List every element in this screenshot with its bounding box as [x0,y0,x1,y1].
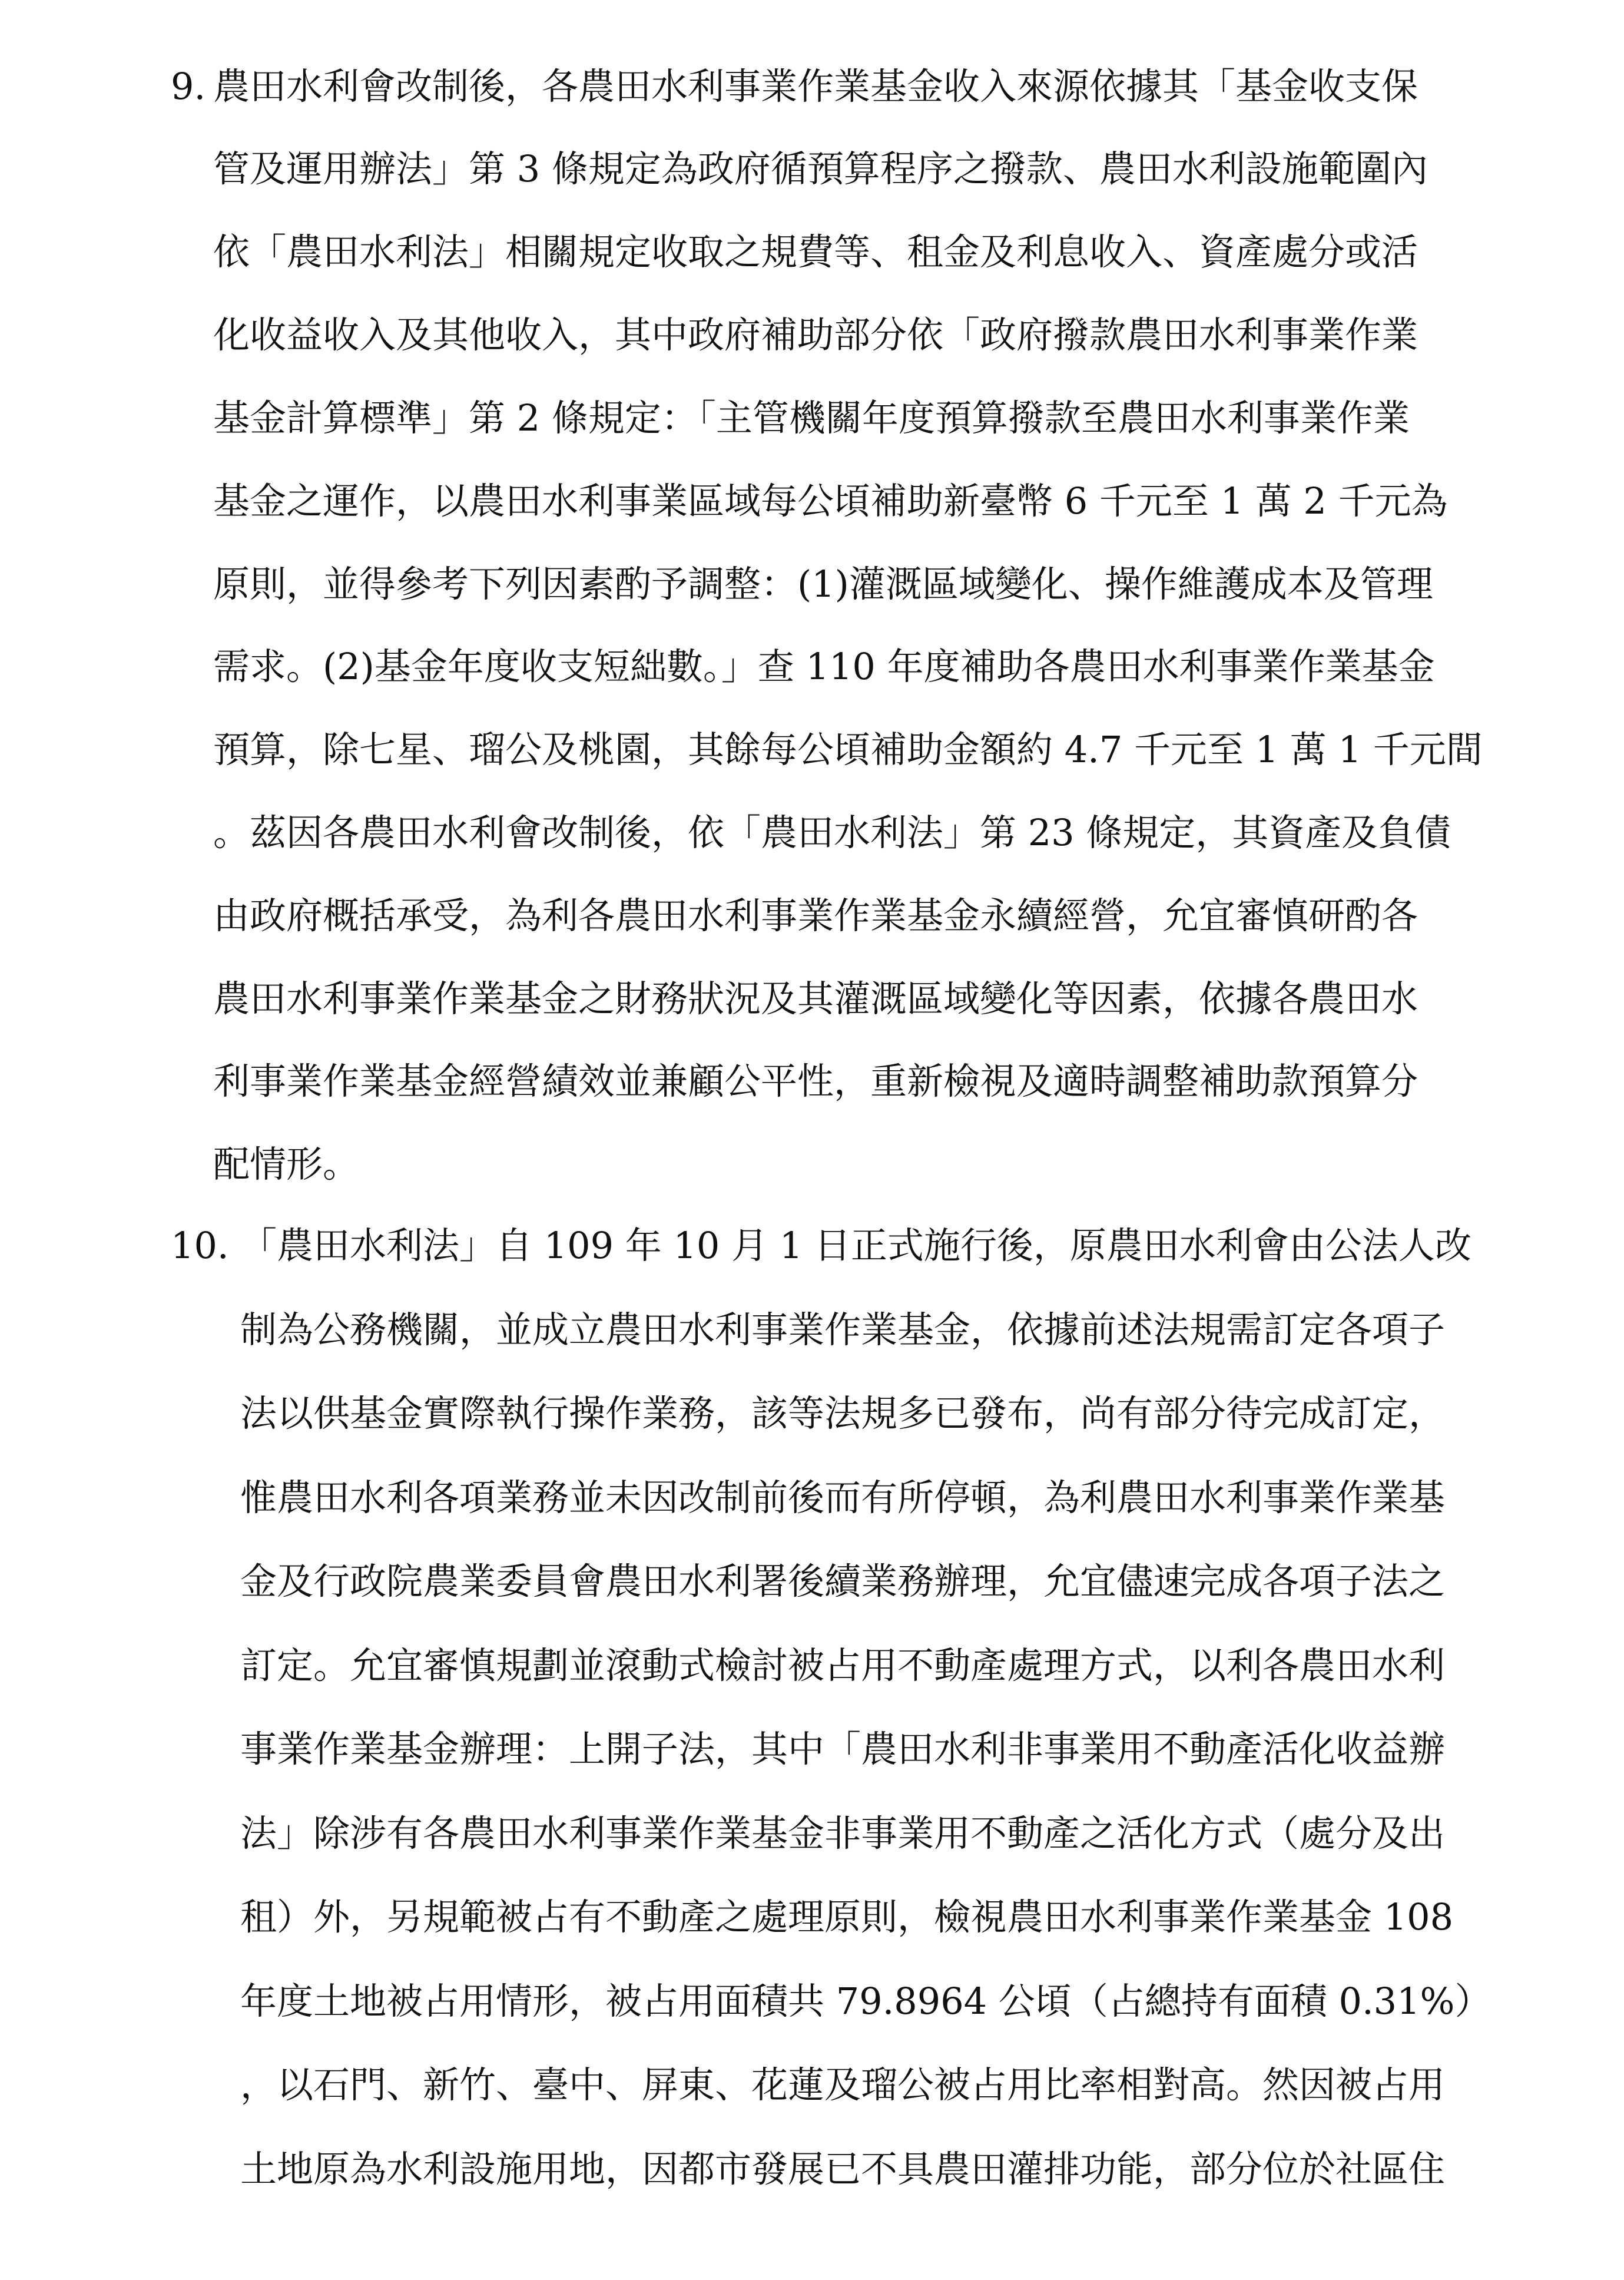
text-line: 「農田水利法」自 109 年 10 月 1 日正式施行後，原農田水利會由公法人改 [240,1224,1471,1267]
text-line: 惟農田水利各項業務並未因改制前後而有所停頓，為利農田水利事業作業基 [240,1476,1446,1519]
text-line: 租）外，另規範被占有不動產之處理原則，檢視農田水利事業作業基金 108 [240,1895,1454,1938]
paragraph-number: 9. [171,65,206,108]
text-line: 依「農田水利法」相關規定收取之規費等、租金及利息收入、資產處分或活 [213,230,1418,273]
text-line: 農田水利事業作業基金之財務狀況及其灌溉區域變化等因素，依據各農田水 [213,977,1418,1020]
text-line: 原則，並得參考下列因素酌予調整：(1)灌溉區域變化、操作維護成本及管理 [213,562,1433,605]
text-line: 化收益收入及其他收入，其中政府補助部分依「政府撥款農田水利事業作業 [213,313,1418,356]
text-line: 管及運用辦法」第 3 條規定為政府循預算程序之撥款、農田水利設施範圍內 [213,147,1428,190]
text-line: 法」除涉有各農田水利事業作業基金非事業用不動產之活化方式（處分及出 [240,1812,1446,1855]
paragraph-number: 10. [171,1224,229,1267]
text-line: ，以石門、新竹、臺中、屏東、花蓮及瑠公被占用比率相對高。然因被占用 [240,2063,1446,2106]
text-line: 金及行政院農業委員會農田水利署後續業務辦理，允宜儘速完成各項子法之 [240,1560,1446,1603]
text-line: 由政府概括承受，為利各農田水利事業作業基金永續經營，允宜審慎研酌各 [213,894,1418,937]
text-line: 預算，除七星、瑠公及桃園，其餘每公頃補助金額約 4.7 千元至 1 萬 1 千元間 [213,728,1483,771]
text-line: 農田水利會改制後，各農田水利事業作業基金收入來源依據其「基金收支保 [213,65,1418,108]
text-line: 。茲因各農田水利會改制後，依「農田水利法」第 23 條規定，其資產及負債 [213,811,1451,854]
text-line: 年度土地被占用情形，被占用面積共 79.8964 公頃（占總持有面積 0.31%） [240,1980,1492,2023]
text-line: 利事業作業基金經營績效並兼顧公平性，重新檢視及適時調整補助款預算分 [213,1060,1418,1103]
text-line: 土地原為水利設施用地，因都市發展已不具農田灌排功能，部分位於社區住 [240,2147,1446,2190]
text-line: 需求。(2)基金年度收支短絀數。」查 110 年度補助各農田水利事業作業基金 [213,645,1435,688]
text-line: 訂定。允宜審慎規劃並滾動式檢討被占用不動產處理方式，以利各農田水利 [240,1644,1446,1687]
text-line: 配情形。 [213,1143,360,1186]
text-line: 制為公務機關，並成立農田水利事業作業基金，依據前述法規需訂定各項子 [240,1308,1446,1351]
text-line: 基金計算標準」第 2 條規定：「主管機關年度預算撥款至農田水利事業作業 [213,396,1410,439]
text-line: 事業作業基金辦理：上開子法，其中「農田水利非事業用不動產活化收益辦 [240,1728,1446,1771]
text-line: 法以供基金實際執行操作業務，該等法規多已發布，尚有部分待完成訂定， [240,1392,1446,1435]
text-line: 基金之運作，以農田水利事業區域每公頃補助新臺幣 6 千元至 1 萬 2 千元為 [213,479,1448,522]
